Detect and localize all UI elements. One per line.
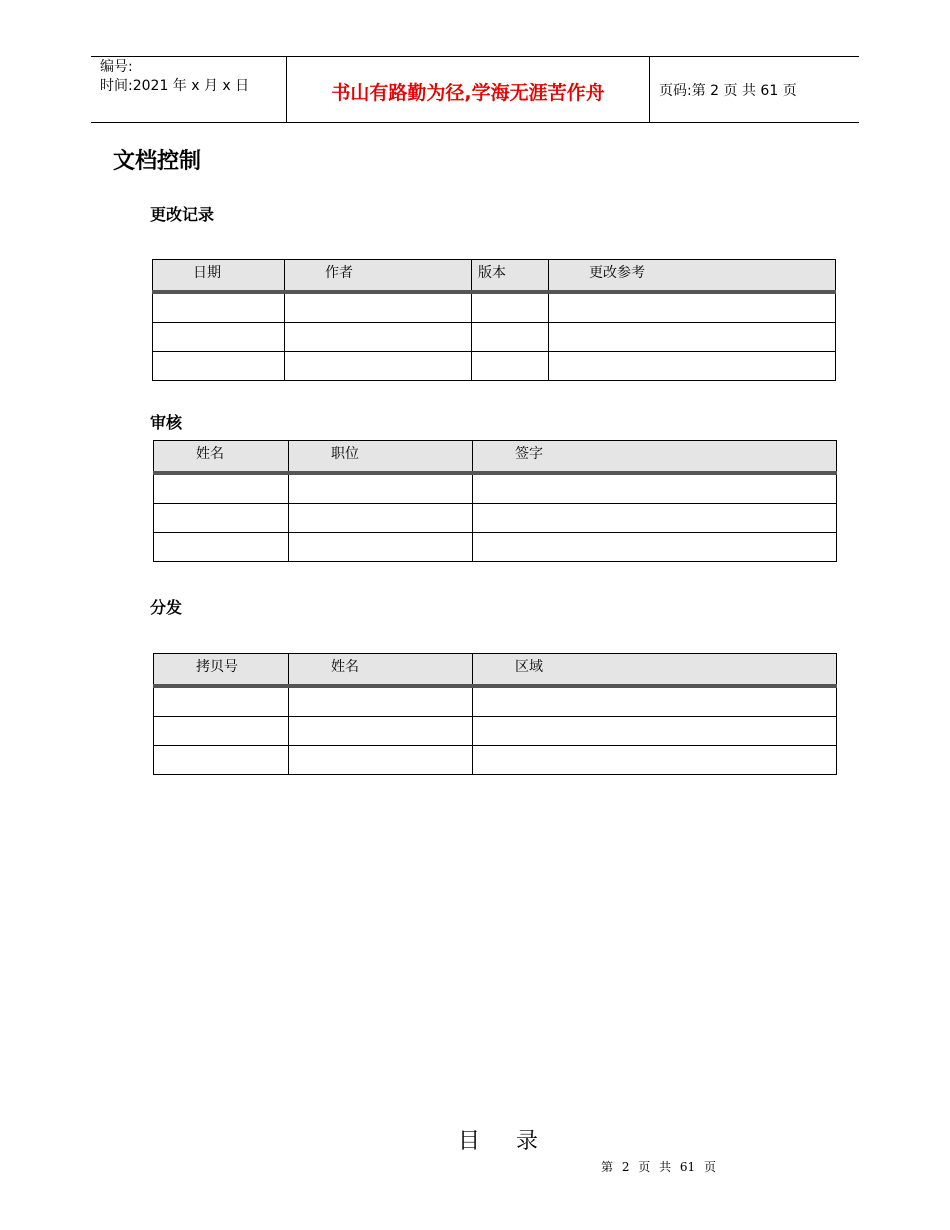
document-number-label: 编号: <box>100 59 133 75</box>
table-cell[interactable] <box>153 352 285 381</box>
table-cell[interactable] <box>473 533 837 562</box>
header-motto: 书山有路勤为径,学海无涯苦作舟 <box>331 82 605 104</box>
table-cell[interactable] <box>289 746 473 775</box>
table-cell[interactable] <box>285 323 472 352</box>
table-cell[interactable] <box>473 504 837 533</box>
table-cell[interactable] <box>472 292 549 323</box>
document-title: 文档控制 <box>113 149 202 174</box>
table-cell[interactable] <box>153 323 285 352</box>
table-cell[interactable] <box>473 746 837 775</box>
table-cell[interactable] <box>289 717 473 746</box>
table-cell[interactable] <box>473 473 837 504</box>
table-row <box>153 352 836 381</box>
table-row <box>154 717 837 746</box>
table-cell[interactable] <box>289 686 473 717</box>
table-cell[interactable] <box>285 292 472 323</box>
distribution-table <box>153 653 837 775</box>
review-title: 审核 <box>150 413 183 432</box>
table-cell[interactable] <box>154 533 289 562</box>
toc-title: 目录 <box>458 1129 575 1154</box>
table-cell[interactable] <box>154 746 289 775</box>
column-header-name: 姓名 <box>289 654 473 687</box>
table-cell[interactable] <box>473 686 837 717</box>
review-table <box>153 440 837 562</box>
column-header-area: 区域 <box>473 654 837 687</box>
table-row <box>154 473 837 504</box>
distribution-title: 分发 <box>150 598 183 617</box>
column-header-position: 职位 <box>289 441 473 474</box>
column-header-name: 姓名 <box>154 441 289 474</box>
table-cell[interactable] <box>154 473 289 504</box>
table-cell[interactable] <box>549 323 836 352</box>
table-cell[interactable] <box>289 533 473 562</box>
table-cell[interactable] <box>472 352 549 381</box>
column-header-version: 版本 <box>472 260 549 293</box>
table-cell[interactable] <box>154 686 289 717</box>
table-row <box>153 323 836 352</box>
column-header-date: 日期 <box>153 260 285 293</box>
document-time-label: 时间:2021 年 x 月 x 日 <box>100 78 250 94</box>
table-row <box>154 686 837 717</box>
column-header-change-reference: 更改参考 <box>549 260 836 293</box>
change-log-table <box>152 259 836 381</box>
table-header-row <box>153 260 836 293</box>
table-cell[interactable] <box>473 717 837 746</box>
table-cell[interactable] <box>549 352 836 381</box>
table-cell[interactable] <box>154 504 289 533</box>
table-header-row <box>154 441 837 474</box>
column-header-copy-number: 拷贝号 <box>154 654 289 687</box>
table-row <box>154 504 837 533</box>
table-cell[interactable] <box>472 323 549 352</box>
header-top-rule <box>91 56 859 57</box>
header-meta <box>100 58 249 96</box>
change-log-title: 更改记录 <box>150 205 215 224</box>
header-divider-right <box>649 56 650 123</box>
table-cell[interactable] <box>154 717 289 746</box>
header-bottom-rule <box>91 122 859 123</box>
table-header-row <box>154 654 837 687</box>
column-header-author: 作者 <box>285 260 472 293</box>
table-cell[interactable] <box>289 504 473 533</box>
table-row <box>153 292 836 323</box>
table-cell[interactable] <box>153 292 285 323</box>
header-page-info: 页码:第 2 页 共 61 页 <box>659 83 797 99</box>
table-cell[interactable] <box>549 292 836 323</box>
column-header-signature: 签字 <box>473 441 837 474</box>
table-row <box>154 533 837 562</box>
table-row <box>154 746 837 775</box>
table-cell[interactable] <box>289 473 473 504</box>
page-footer: 第 2 页 共 61 页 <box>601 1160 716 1174</box>
table-cell[interactable] <box>285 352 472 381</box>
